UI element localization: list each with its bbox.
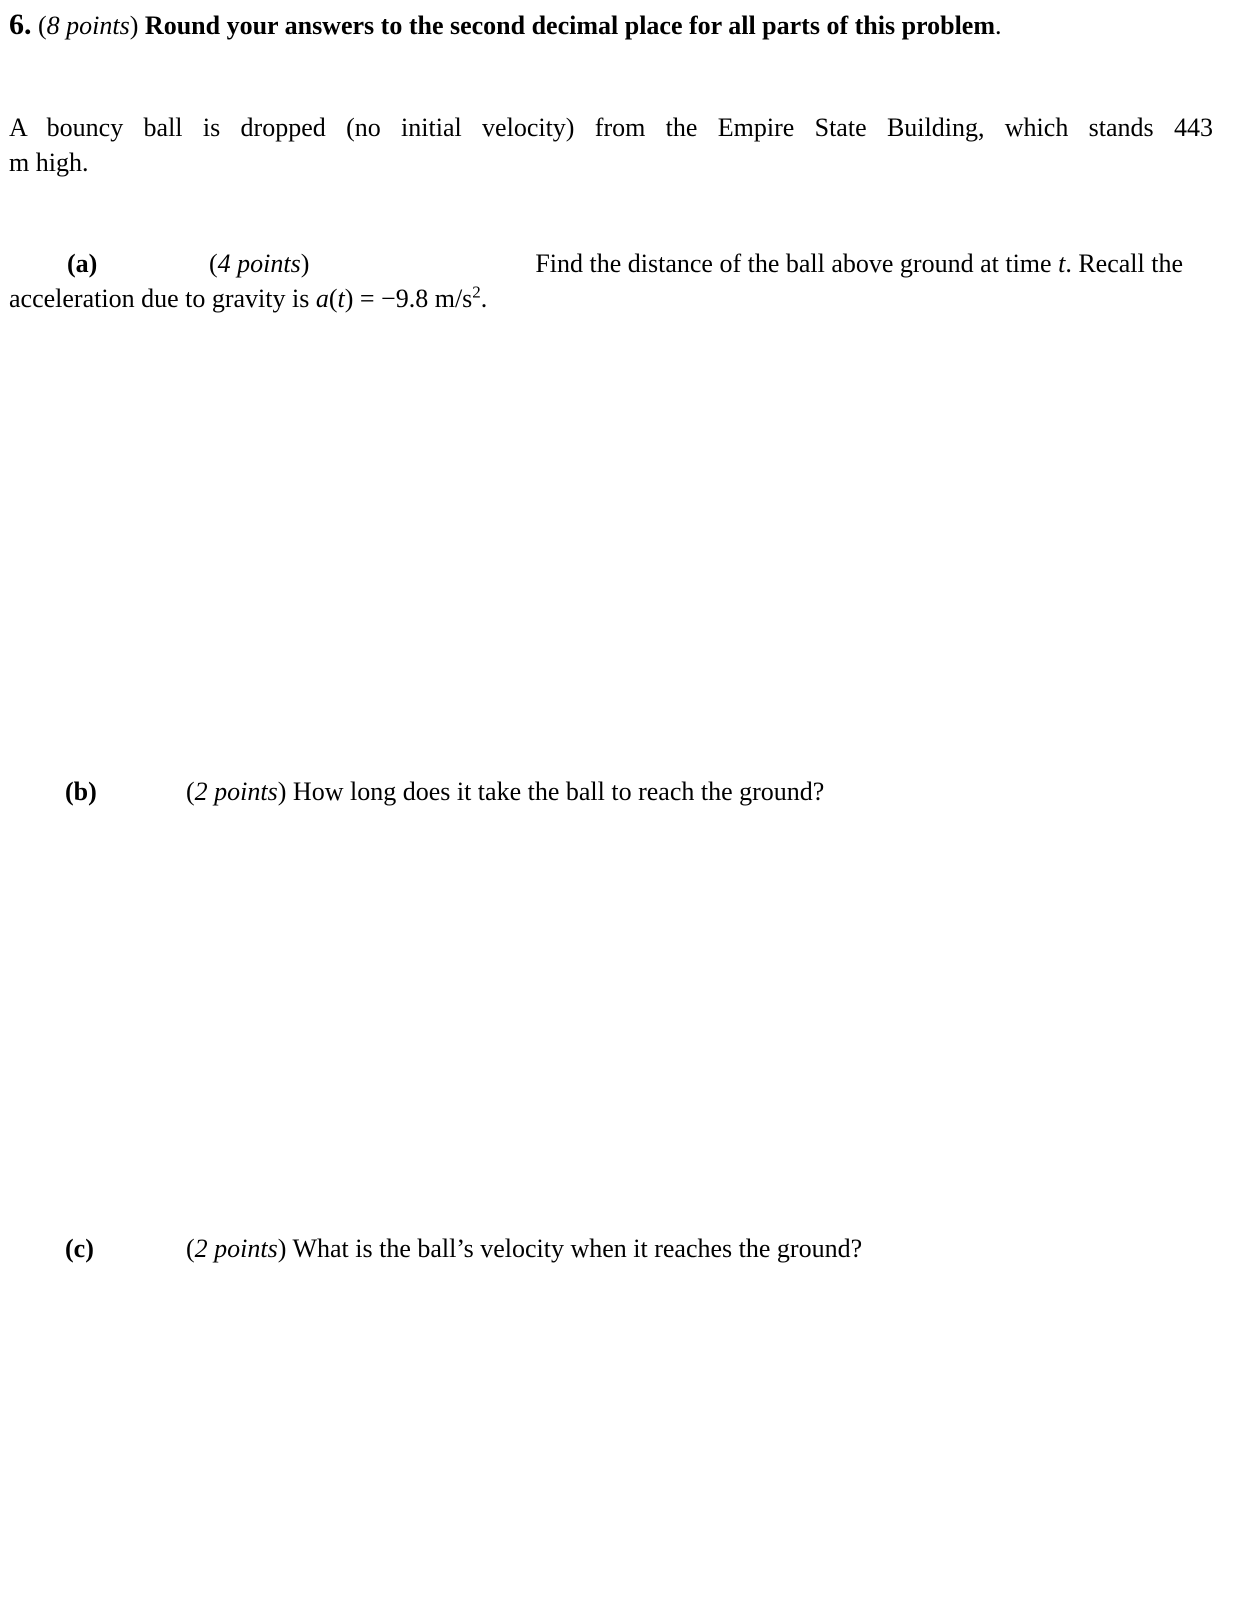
part-c-question: (2 points) What is the ball’s velocity when it reaches the ground? (186, 1234, 863, 1263)
part-a-label: (a) (67, 249, 98, 278)
problem-header: 6. (8 points) Round your answers to the second decimal place for all parts of this problem. (9, 8, 1002, 41)
part-a-line-2: acceleration due to gravity is a(t) = −9.8 $m/s^2$. (9, 282, 488, 313)
part-b-label: (b) (65, 777, 97, 806)
part-b-question: (2 points) How long does it take the ball to reach the ground? (186, 777, 825, 806)
intro-line-1: A bouncy ball is dropped (no initial velocity) from the Empire State Building, which stands 443 (9, 113, 1213, 142)
part-c-label: (c) (65, 1234, 94, 1263)
intro-line-2: m high. (9, 148, 89, 177)
problem-points: (8 points) (38, 11, 139, 40)
problem-intro (9, 110, 1213, 180)
part-a-points: (4 points) (209, 249, 310, 278)
problem-instruction: Round your answers to the second decimal place for all parts of this (144, 11, 896, 40)
part-a-question: Find the distance of the ball above ground at time t. Recall the (535, 249, 1183, 278)
problem-instruction-cont: problem (901, 11, 995, 40)
problem-number: 6. (9, 8, 32, 41)
part-a-line-1 (209, 246, 1183, 281)
